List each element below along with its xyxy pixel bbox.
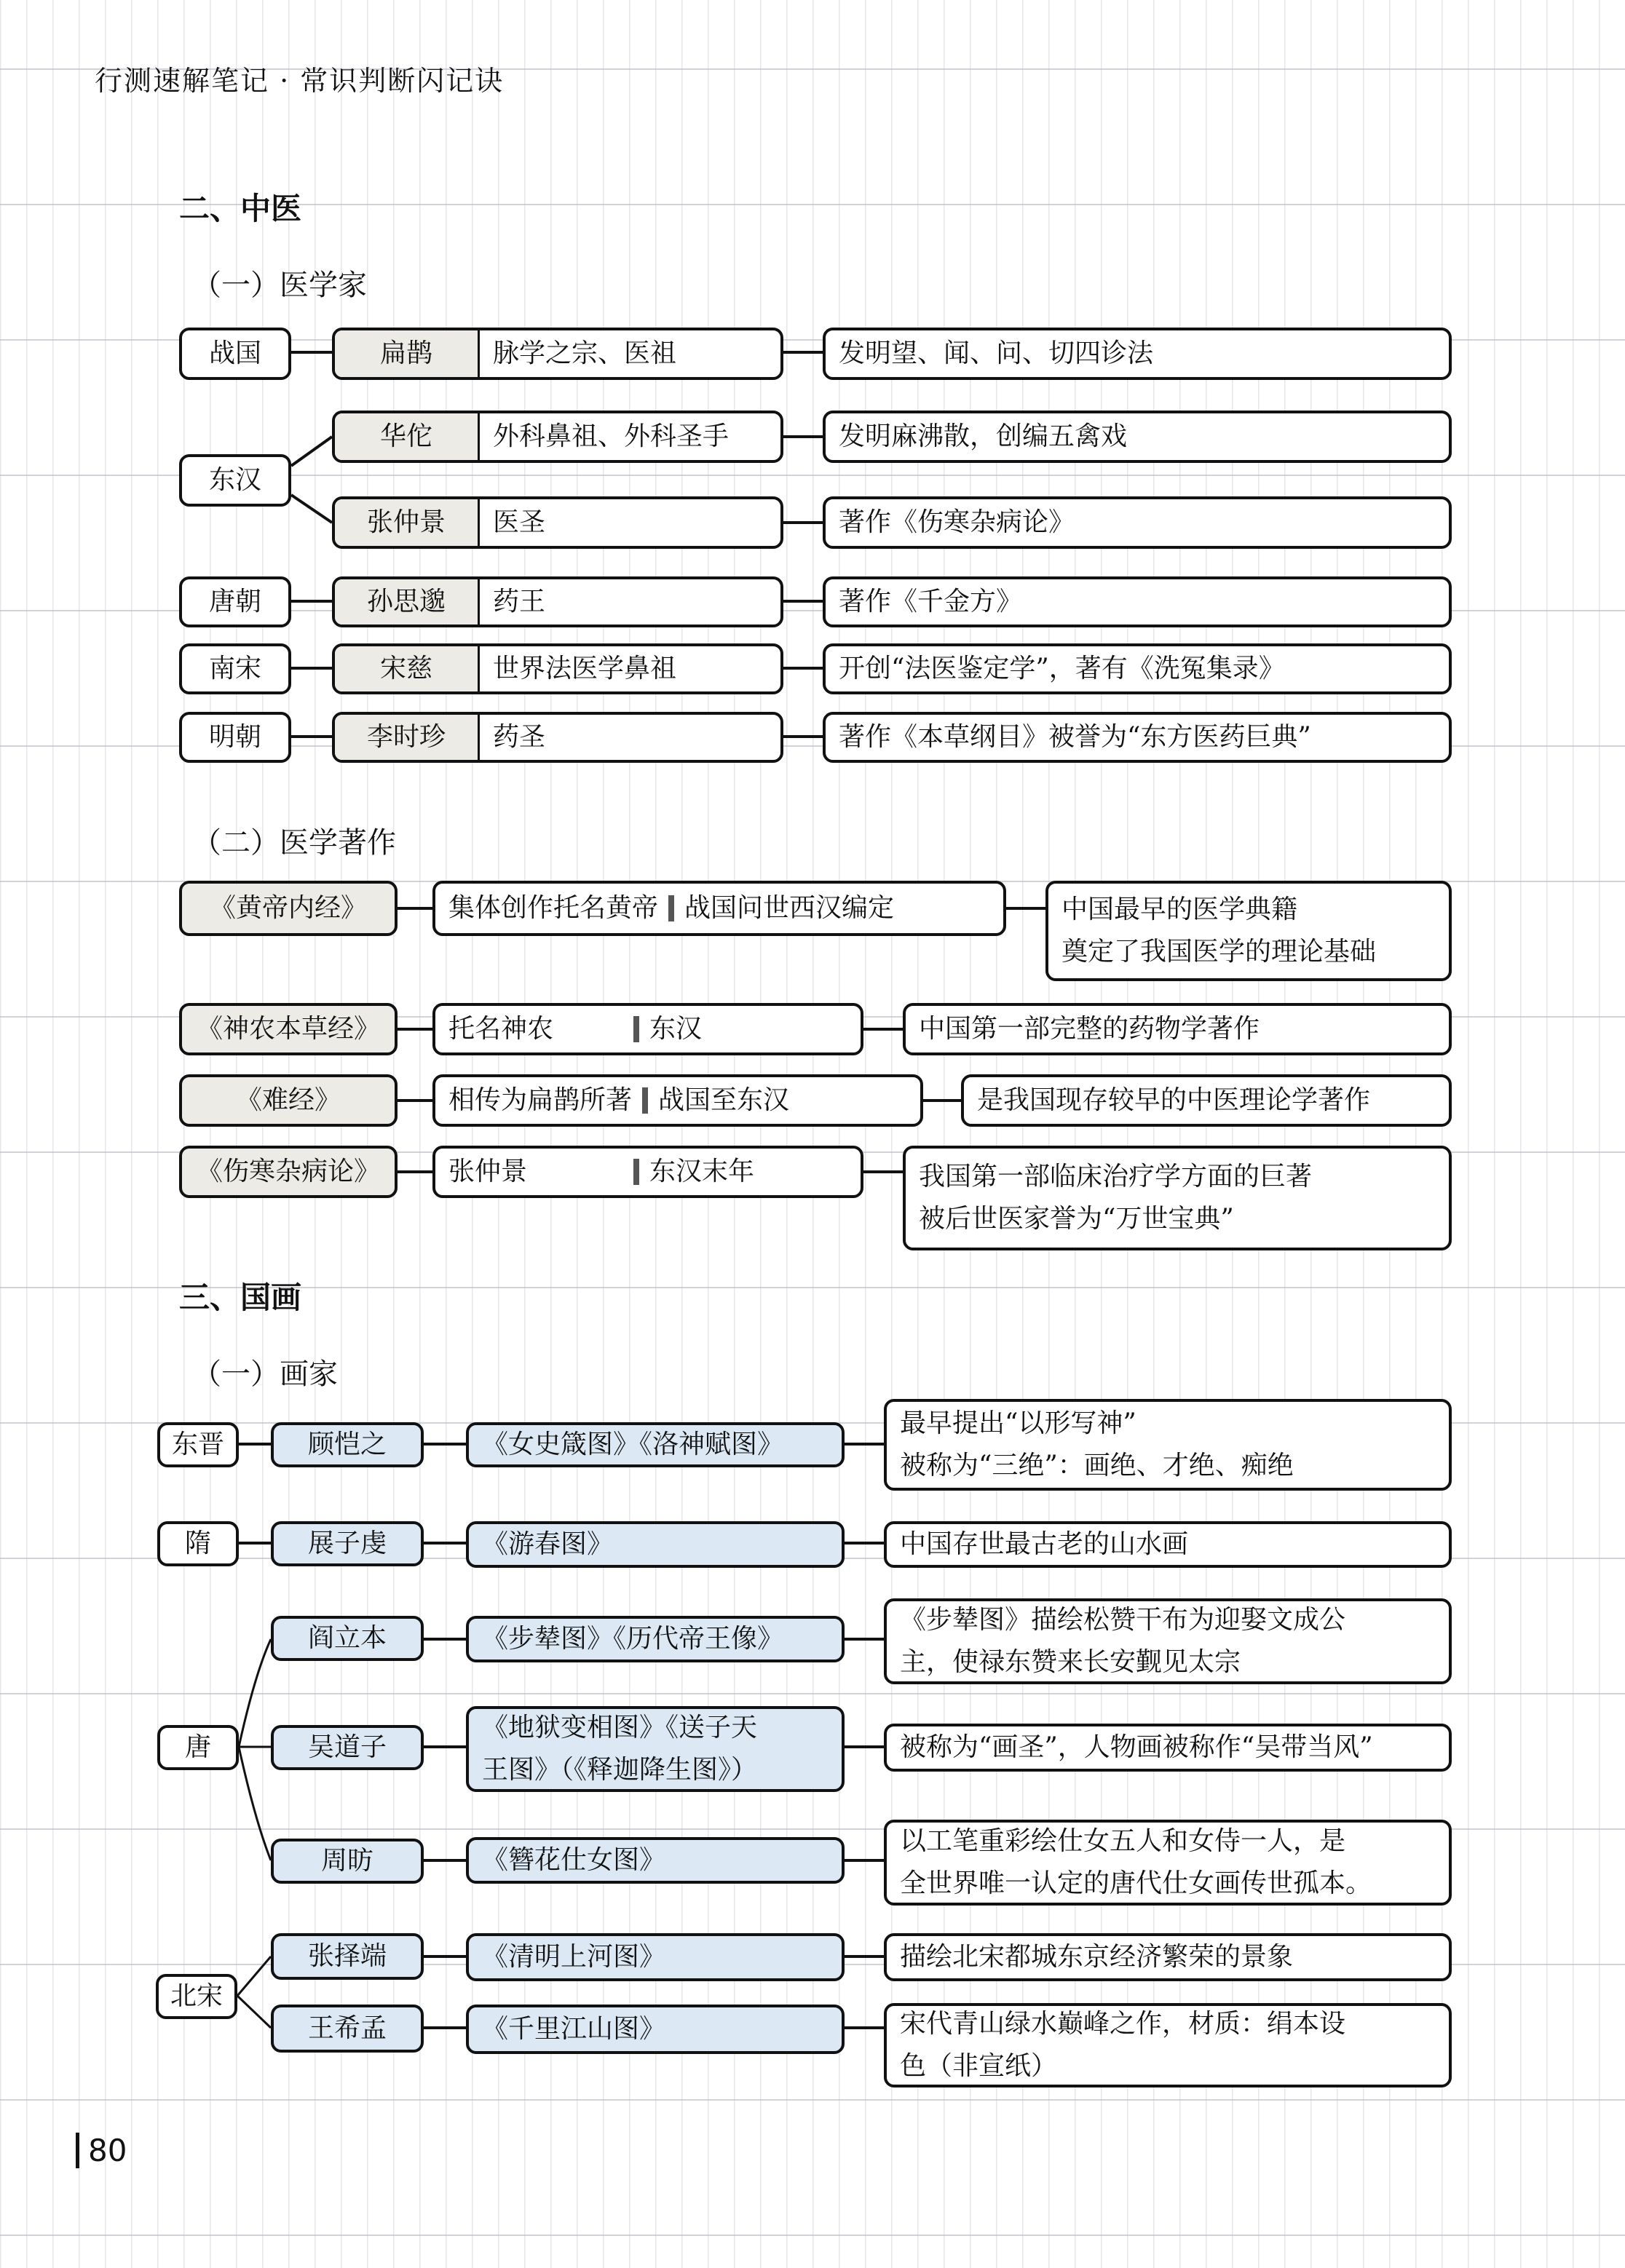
note-box: 开创“法医鉴定学”，著有《洗冤集录》 — [823, 643, 1452, 694]
section-title-painting: 三、国画 — [179, 1280, 302, 1315]
physician-title: 医圣 — [493, 507, 546, 538]
period: 东汉 — [649, 1014, 703, 1044]
painter-box: 顾恺之 — [271, 1422, 424, 1467]
era-box: 明朝 — [179, 712, 291, 763]
painter-box: 阎立本 — [271, 1616, 424, 1661]
page-number-text: 80 — [88, 2133, 127, 2168]
note-box: 是我国现存较早的中医理论学著作 — [961, 1074, 1452, 1127]
book-box: 《神农本草经》 — [179, 1003, 398, 1055]
painter-box: 张择端 — [271, 1933, 424, 1980]
page-header: 行测速解笔记 · 常识判断闪记诀 — [95, 65, 505, 97]
artwork-line: 王图》（《释迦降生图》） — [482, 1755, 758, 1785]
note-box: 发明望、闻、问、切四诊法 — [823, 328, 1452, 380]
note-box: 发明麻沸散，创编五禽戏 — [823, 411, 1452, 463]
painter-box: 吴道子 — [271, 1725, 424, 1770]
physician-box — [332, 411, 783, 463]
note-box: 描绘北宋都城东京经济繁荣的景象 — [884, 1933, 1452, 1981]
book-box: 《伤寒杂病论》 — [179, 1146, 398, 1198]
artwork-box: 《簪花仕女图》 — [466, 1837, 845, 1884]
book-box: 《黄帝内经》 — [179, 881, 398, 936]
artwork-box: 《千里江山图》 — [466, 2005, 845, 2054]
note-line: 我国第一部临床治疗学方面的巨著 — [919, 1162, 1313, 1192]
physician-name: 张仲景 — [335, 499, 480, 546]
note-box: 被称为“画圣”，人物画被称作“吴带当风” — [884, 1724, 1452, 1772]
physician-name: 孙思邈 — [335, 579, 480, 625]
note-box: 中国第一部完整的药物学著作 — [903, 1003, 1452, 1055]
physician-title: 药圣 — [493, 722, 546, 753]
era-box: 战国 — [179, 328, 291, 380]
physician-box — [332, 328, 783, 380]
subsection-title-painters: （一）画家 — [192, 1357, 338, 1391]
note-box: 中国存世最古老的山水画 — [884, 1521, 1452, 1568]
physician-title: 世界法医学鼻祖 — [493, 654, 677, 684]
note-line: 主，使禄东赞来长安觐见太宗 — [900, 1647, 1241, 1677]
note-box — [884, 1820, 1452, 1906]
page-number — [76, 2133, 127, 2168]
divider — [633, 1159, 639, 1185]
book-box: 《难经》 — [179, 1074, 398, 1127]
era-box: 隋 — [157, 1521, 239, 1566]
artwork-box: 《步辇图》《历代帝王像》 — [466, 1616, 845, 1662]
author: 集体创作托名黄帝 — [448, 893, 659, 924]
era-box: 南宋 — [179, 643, 291, 694]
period: 东汉末年 — [649, 1157, 755, 1187]
note-line: 最早提出“以形写神” — [900, 1408, 1136, 1439]
artwork-box — [466, 1706, 845, 1792]
note-box: 著作《伤寒杂病论》 — [823, 496, 1452, 549]
note-box — [903, 1146, 1452, 1250]
artwork-box: 《女史箴图》《洛神赋图》 — [466, 1422, 845, 1467]
note-line: 宋代青山绿水巅峰之作，材质：绢本设 — [900, 2009, 1346, 2039]
physician-name: 扁鹊 — [335, 330, 480, 377]
subsection-title-works: （二）医学著作 — [192, 826, 396, 860]
physician-name: 华佗 — [335, 413, 480, 460]
painter-box: 展子虔 — [271, 1521, 424, 1566]
period: 战国问世西汉编定 — [684, 893, 895, 924]
era-box: 东汉 — [179, 454, 291, 507]
era-box: 东晋 — [157, 1422, 239, 1467]
origin-box — [432, 1003, 863, 1055]
note-line: 奠定了我国医学的理论基础 — [1061, 937, 1377, 967]
page-number-bar — [76, 2133, 79, 2168]
note-line: 色（非宣纸） — [900, 2051, 1058, 2081]
physician-name: 李时珍 — [335, 715, 480, 760]
physician-name: 宋慈 — [335, 646, 480, 691]
note-box — [884, 2003, 1452, 2087]
note-box — [884, 1598, 1452, 1684]
note-line: 被称为“三绝”：画绝、才绝、痴绝 — [900, 1451, 1294, 1480]
artwork-box: 《清明上河图》 — [466, 1933, 845, 1981]
section-title-medicine: 二、中医 — [179, 191, 302, 226]
author: 相传为扁鹊所著 — [448, 1085, 633, 1116]
origin-box — [432, 1146, 863, 1198]
note-line: 《步辇图》描绘松赞干布为迎娶文成公 — [900, 1605, 1346, 1635]
note-line: 中国最早的医学典籍 — [1061, 895, 1298, 925]
author: 张仲景 — [448, 1157, 528, 1187]
era-box: 唐 — [157, 1725, 239, 1770]
note-box — [884, 1399, 1452, 1491]
subsection-title-physicians: （一）医学家 — [192, 269, 367, 302]
physician-box — [332, 643, 783, 694]
divider — [642, 1087, 648, 1114]
physician-box — [332, 712, 783, 763]
note-box: 著作《千金方》 — [823, 576, 1452, 627]
physician-title: 外科鼻祖、外科圣手 — [493, 421, 730, 452]
physician-title: 药王 — [493, 587, 546, 617]
physician-box — [332, 576, 783, 627]
author: 托名神农 — [448, 1014, 554, 1044]
artwork-box: 《游春图》 — [466, 1521, 845, 1568]
painter-box: 王希孟 — [271, 2005, 424, 2053]
physician-title: 脉学之宗、医祖 — [493, 338, 677, 369]
divider — [633, 1016, 639, 1042]
origin-box — [432, 881, 1006, 936]
painter-box: 周昉 — [271, 1839, 424, 1884]
note-line: 被后世医家誉为“万世宝典” — [919, 1204, 1234, 1234]
physician-box — [332, 496, 783, 549]
divider — [668, 895, 674, 921]
period: 战国至东汉 — [658, 1085, 790, 1116]
note-box — [1045, 881, 1452, 981]
era-box: 唐朝 — [179, 576, 291, 627]
note-box: 著作《本草纲目》被誉为“东方医药巨典” — [823, 712, 1452, 763]
era-box: 北宋 — [156, 1974, 237, 2019]
artwork-line: 《地狱变相图》《送子天 — [482, 1713, 758, 1743]
note-line: 全世界唯一认定的唐代仕女画传世孤本。 — [900, 1868, 1372, 1898]
origin-box — [432, 1074, 923, 1127]
note-line: 以工笔重彩绘仕女五人和女侍一人，是 — [900, 1826, 1346, 1857]
